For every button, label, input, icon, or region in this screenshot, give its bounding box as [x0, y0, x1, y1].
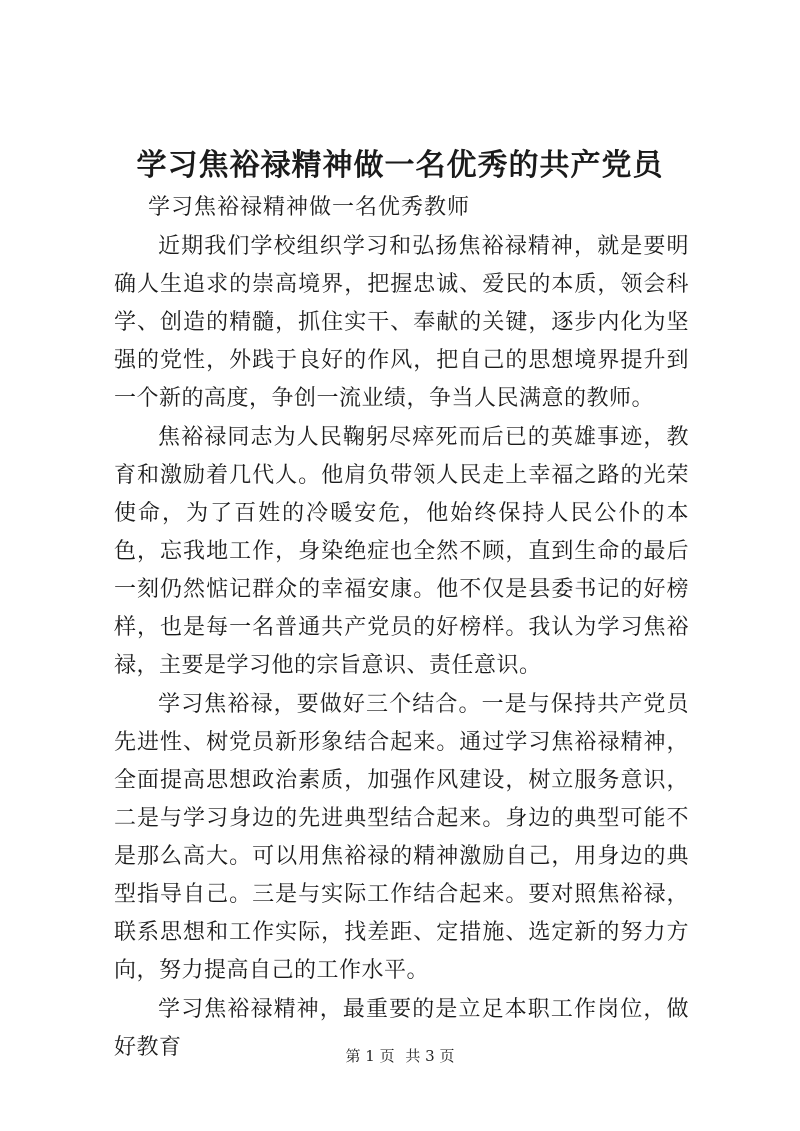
paragraph: 学习焦裕禄精神，最重要的是立足本职工作岗位，做好教育 [114, 997, 689, 1060]
page-footer [0, 1045, 800, 1066]
page-total: 共 3 页 [405, 1047, 455, 1065]
document-title: 学习焦裕禄精神做一名优秀的共产党员 [136, 148, 664, 183]
paragraph: 近期我们学校组织学习和弘扬焦裕禄精神，就是要明确人生追求的崇高境界，把握忠诚、爱民的本质，领会科学、创造的精髓，抓住实干、奉献的关键，逐步内化为坚强的党性，外践于良好的作风，把自己的思想境界提升到一个新的高度，争创一流业绩，争当人民满意的教师。 [114, 234, 689, 411]
document-subtitle: 学习焦裕禄精神做一名优秀教师 [148, 195, 471, 220]
paragraph: 焦裕禄同志为人民鞠躬尽瘁死而后已的英雄事迹，教育和激励着几代人。他肩负带领人民走上幸福之路的光荣使命，为了百姓的冷暖安危，他始终保持人民公仆的本色，忘我地工作，身染绝症也全然不顾，直到生命的最后一刻仍然惦记群众的幸福安康。他不仅是县委书记的好榜样，也是每一名普通共产党员的好榜样。我认为学习焦裕禄，主要是学习他的宗旨意识、责任意识。 [114, 425, 689, 678]
paragraph: 学习焦裕禄，要做好三个结合。一是与保持共产党员先进性、树党员新形象结合起来。通过学习焦裕禄精神，全面提高思想政治素质，加强作风建设，树立服务意识，二是与学习身边的先进典型结合起来。身边的典型可能不是那么高大。可以用焦裕禄的精神激励自己，用身边的典型指导自己。三是与实际工作结合起来。要对照焦裕禄，联系思想和工作实际，找差距、定措施、选定新的努力方向，努力提高自己的工作水平。 [114, 692, 689, 983]
page-number: 第 1 页 [345, 1047, 395, 1065]
document-body [114, 228, 689, 1068]
